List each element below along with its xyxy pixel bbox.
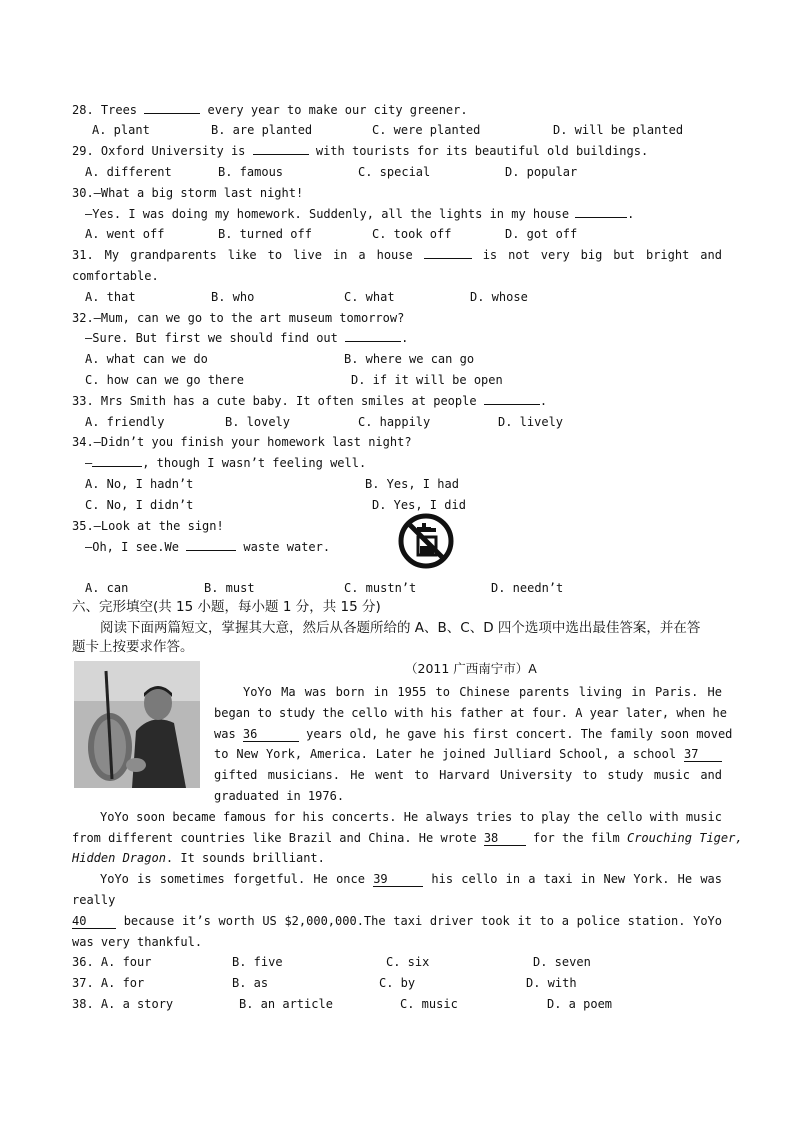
- passage-line: gifted musicians. He went to Harvard University to study music and: [214, 768, 722, 782]
- q38-option-a[interactable]: 38. A. a story: [72, 997, 174, 1011]
- q30-line1: 30.—What a big storm last night!: [72, 186, 304, 200]
- answer-blank[interactable]: [424, 258, 472, 259]
- q31-line1: 31. My grandparents like to live in a house is not very big but bright and: [72, 248, 722, 262]
- passage-source: （2011 广西南宁市）A: [405, 661, 537, 676]
- q34-option-c[interactable]: C. No, I didn’t: [85, 498, 194, 512]
- q33-option-c[interactable]: C. happily: [358, 415, 431, 429]
- q36-option-a[interactable]: 36. A. four: [72, 955, 152, 969]
- q29-option-c[interactable]: C. special: [358, 165, 431, 179]
- q35-option-d[interactable]: D. needn’t: [491, 581, 564, 595]
- q32-option-b[interactable]: B. where we can go: [344, 352, 475, 366]
- q37-option-b[interactable]: B. as: [232, 976, 269, 990]
- q34-line1: 34.—Didn’t you finish your homework last night?: [72, 435, 412, 449]
- blank-38[interactable]: 38: [484, 832, 526, 846]
- cellist-image-icon: [74, 661, 200, 788]
- q32-option-a[interactable]: A. what can we do: [85, 352, 208, 366]
- answer-blank[interactable]: [345, 341, 401, 342]
- yoyo-ma-photo: [74, 661, 200, 788]
- q29-stem: 29. Oxford University is with tourists for its beautiful old buildings.: [72, 144, 649, 158]
- section-title: 六、完形填空(共 15 小题，每小题 1 分，共 15 分): [72, 599, 381, 615]
- q32-line2: —Sure. But first we should find out .: [85, 331, 409, 345]
- blank-36[interactable]: 36: [243, 728, 299, 742]
- q35-option-b[interactable]: B. must: [204, 581, 255, 595]
- answer-blank[interactable]: [484, 404, 540, 405]
- q30-option-d[interactable]: D. got off: [505, 227, 578, 241]
- q36-option-c[interactable]: C. six: [386, 955, 430, 969]
- blank-40[interactable]: 40: [72, 915, 116, 929]
- passage-line: to New York, America. Later he joined Julliard School, a school 37: [214, 746, 722, 762]
- q31-option-b[interactable]: B. who: [211, 290, 255, 304]
- q33-option-d[interactable]: D. lively: [498, 415, 564, 429]
- q28-option-b[interactable]: B. are planted: [211, 123, 313, 137]
- q34-option-a[interactable]: A. No, I hadn’t: [85, 477, 194, 491]
- q32-line1: 32.—Mum, can we go to the art museum tomorrow?: [72, 311, 405, 325]
- section-instructions-2: 题卡上按要求作答。: [72, 639, 194, 655]
- q29-option-a[interactable]: A. different: [85, 165, 172, 179]
- passage-line: YoYo Ma was born in 1955 to Chinese parents living in Paris. He: [243, 685, 722, 699]
- passage-line: graduated in 1976.: [214, 789, 345, 803]
- q34-line2: — , though I wasn’t feeling well.: [85, 456, 367, 470]
- q37-option-d[interactable]: D. with: [526, 976, 577, 990]
- passage-line: really: [72, 893, 116, 907]
- q36-option-d[interactable]: D. seven: [533, 955, 591, 969]
- q35-option-a[interactable]: A. can: [85, 581, 129, 595]
- q36-option-b[interactable]: B. five: [232, 955, 283, 969]
- q32-option-c[interactable]: C. how can we go there: [85, 373, 244, 387]
- q32-option-d[interactable]: D. if it will be open: [351, 373, 503, 387]
- q31-option-d[interactable]: D. whose: [470, 290, 528, 304]
- q35-option-c[interactable]: C. mustn’t: [344, 581, 417, 595]
- q29-option-d[interactable]: D. popular: [505, 165, 578, 179]
- q35-line2: —Oh, I see.We waste water.: [85, 540, 331, 554]
- q33-option-a[interactable]: A. friendly: [85, 415, 165, 429]
- q33-line1: 33. Mrs Smith has a cute baby. It often smiles at people .: [72, 394, 548, 408]
- answer-blank[interactable]: [253, 154, 309, 155]
- passage-line: Hidden Dragon. It sounds brilliant.: [72, 851, 325, 865]
- q30-option-a[interactable]: A. went off: [85, 227, 165, 241]
- q38-option-c[interactable]: C. music: [400, 997, 458, 1011]
- q28-stem: 28. Trees every year to make our city greener.: [72, 103, 468, 117]
- blank-39[interactable]: 39: [373, 873, 423, 887]
- q37-option-a[interactable]: 37. A. for: [72, 976, 145, 990]
- q38-option-d[interactable]: D. a poem: [547, 997, 613, 1011]
- q37-option-c[interactable]: C. by: [379, 976, 416, 990]
- q34-option-d[interactable]: D. Yes, I did: [372, 498, 466, 512]
- passage-line: began to study the cello with his father at four. A year later, when he: [214, 706, 727, 720]
- q31-line2: comfortable.: [72, 269, 159, 283]
- passage-line: YoYo is sometimes forgetful. He once 39 his cello in a taxi in New York. He was: [100, 872, 722, 886]
- section-instructions-1: 阅读下面两篇短文，掌握其大意，然后从各题所给的 A、B、C、D 四个选项中选出最佳答案，并在答: [100, 620, 701, 636]
- no-water-waste-sign-icon: [398, 513, 454, 569]
- q35-line1: 35.—Look at the sign!: [72, 519, 224, 533]
- passage-line: was very thankful.: [72, 935, 203, 949]
- answer-blank[interactable]: [144, 113, 200, 114]
- passage-line: was 36 years old, he gave his first concert. The family soon moved: [214, 727, 733, 741]
- q30-line2: —Yes. I was doing my homework. Suddenly, all the lights in my house .: [85, 207, 635, 221]
- answer-blank[interactable]: [575, 217, 627, 218]
- q28-option-c[interactable]: C. were planted: [372, 123, 481, 137]
- q29-option-b[interactable]: B. famous: [218, 165, 284, 179]
- q33-option-b[interactable]: B. lovely: [225, 415, 291, 429]
- q38-option-b[interactable]: B. an article: [239, 997, 333, 1011]
- passage-line: 40 because it’s worth US $2,000,000.The taxi driver took it to a police station. YoYo: [72, 914, 722, 928]
- blank-37[interactable]: 37: [684, 748, 722, 762]
- passage-line: YoYo soon became famous for his concerts. He always tries to play the cello with music: [100, 810, 722, 824]
- q30-option-c[interactable]: C. took off: [372, 227, 452, 241]
- q28-option-a[interactable]: A. plant: [92, 123, 150, 137]
- passage-line: from different countries like Brazil and China. He wrote 38 for the film Crouching Tiger,: [72, 831, 743, 845]
- q30-option-b[interactable]: B. turned off: [218, 227, 312, 241]
- answer-blank[interactable]: [186, 550, 236, 551]
- q28-option-d[interactable]: D. will be planted: [553, 123, 684, 137]
- q31-option-c[interactable]: C. what: [344, 290, 395, 304]
- answer-blank[interactable]: [92, 466, 142, 467]
- q34-option-b[interactable]: B. Yes, I had: [365, 477, 459, 491]
- q31-option-a[interactable]: A. that: [85, 290, 136, 304]
